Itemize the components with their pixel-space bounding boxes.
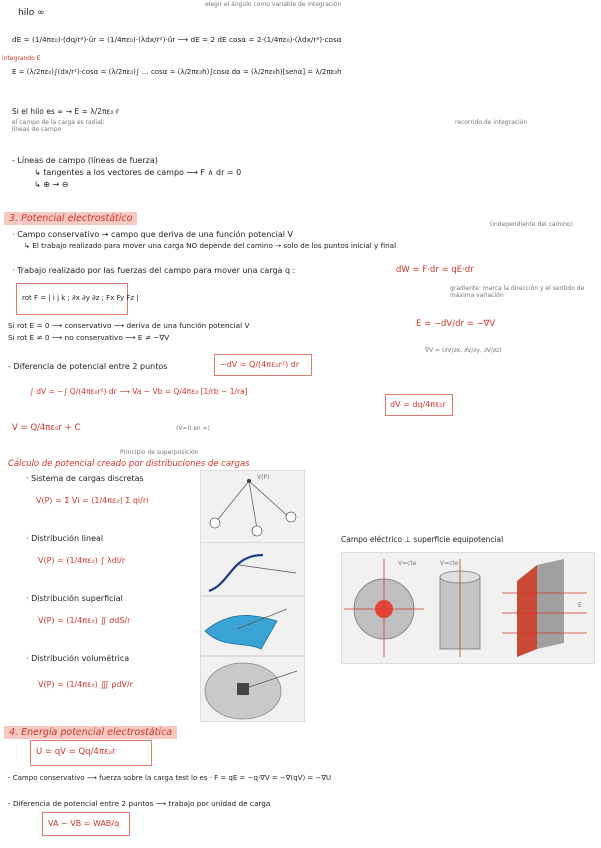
formula-dE: dE = (1/4πε₀)·(dq/r²)·ûr = (1/4πε₀)·(λdx/r²)·ûr ⟶ dE = 2 dE cosα = 2·(1/4πε₀)·(λdx/r²)·cosα bbox=[12, 35, 342, 44]
fig-linear bbox=[200, 542, 305, 596]
s4-vab: VA − VB = WAB/q bbox=[48, 819, 120, 828]
eq-label-3: E bbox=[578, 602, 582, 609]
lineas-tangentes: ↳ tangentes a los vectores de campo ⟶ F ∧ dr = 0 bbox=[34, 168, 242, 177]
s4-dif-pot: - Diferencia de potencial entre 2 puntos ⟶ trabajo por unidad de carga bbox=[8, 799, 271, 808]
s3-rot-zero: Si rot E = 0 ⟶ conservativo ⟶ deriva de una función potencial V bbox=[8, 321, 250, 330]
note-radial: el campo de la carga es radial; líneas de campo bbox=[12, 119, 105, 133]
eq-label-1: V=cte bbox=[398, 560, 417, 567]
note-angle: elegir el ángulo como variable de integración bbox=[205, 1, 342, 8]
calc-s4: · Distribución volumétrica bbox=[26, 654, 130, 663]
calc-note: Principio de superposición bbox=[120, 449, 199, 456]
calc-s4-formula: V(P) = (1/4πε₀) ∭ ρdV/r bbox=[38, 680, 133, 689]
note-recorrido: recorrido de integración bbox=[455, 119, 528, 126]
s4-campo: - Campo conservativo ⟶ fuerza sobre la carga test lo es · F = qE = −q·∇V = −∇(qV) = −∇U bbox=[8, 774, 332, 782]
s3-E-grad: E = −dV/dr = −∇V bbox=[416, 319, 496, 329]
s3-integral: ∫ dV = −∫ Q/(4πε₀r²) dr ⟶ Va − Vb = Q/4πε₀ [1/rb − 1/ra] bbox=[30, 387, 248, 396]
rot-formula: rot F = | i j k ; ∂x ∂y ∂z ; Fx Fy Fz | bbox=[22, 294, 139, 302]
s3-dif-pot: - Diferencia de potencial entre 2 puntos bbox=[8, 362, 168, 371]
equipotential-title: Campo eléctrico ⊥ superficie equipotencial bbox=[341, 535, 504, 544]
formula-hilo-inf: Si el hilo es ∞ → E = λ/2πε₀ r bbox=[12, 107, 119, 116]
formula-E: E = (λ/2πε₀)∫(dx/r²)·cosα = (λ/2πε₀)∫ … cosα = (λ/2πε₀h)∫cosα dα = (λ/2πε₀h)[senα] = λ/2πε₀h bbox=[12, 68, 342, 76]
note-integrando: integrando E bbox=[2, 55, 41, 62]
calc-s1: · Sistema de cargas discretas bbox=[26, 474, 144, 483]
s3-rot-nonzero: Si rot E ≠ 0 ⟶ no conservativo ⟶ E ≠ −∇V bbox=[8, 333, 170, 342]
s3-note: (independiente del camino) bbox=[490, 221, 573, 228]
section4-title: 4. Energía potencial electrostática bbox=[4, 726, 177, 739]
fig-equipotential bbox=[341, 552, 595, 664]
hilo-label: hilo ∞ bbox=[18, 8, 45, 18]
calc-s2: · Distribución lineal bbox=[26, 534, 104, 543]
calc-s2-formula: V(P) = (1/4πε₀) ∫ λdl/r bbox=[38, 556, 126, 565]
lineas-sentido: ↳ ⊕ → ⊖ bbox=[34, 180, 69, 189]
calc-title: Cálculo de potencial creado por distribuciones de cargas bbox=[8, 459, 250, 469]
s4-U: U = qV = Qq/4πε₀r bbox=[36, 747, 116, 757]
s3-dW: dW = F·dr = qE·dr bbox=[396, 265, 474, 275]
s3-campo-conservativo: · Campo conservativo → campo que deriva de una función potencial V bbox=[12, 230, 294, 239]
s3-dV-dq: dV = dq/4πε₀r bbox=[390, 400, 446, 409]
fig-volume bbox=[200, 656, 305, 722]
fig-vp-label: V(P) bbox=[257, 474, 270, 481]
s3-V-note: (V=0 en ∞) bbox=[176, 425, 210, 432]
calc-s1-formula: V(P) = Σ Vi = (1/4πε₀) Σ qi/ri bbox=[36, 496, 149, 505]
s3-trabajo-camino: ↳ El trabajo realizado para mover una carga NO depende del camino → solo de los puntos inicial y final bbox=[24, 241, 397, 250]
calc-s3-formula: V(P) = (1/4πε₀) ∬ σdS/r bbox=[38, 616, 131, 625]
fig-surface bbox=[200, 596, 305, 656]
s3-dV: −dV = Q/(4πε₀r²) dr bbox=[220, 360, 300, 369]
eq-label-2: V=cte bbox=[440, 560, 459, 567]
grad-note: gradiente: marca la dirección y el sentido de máxima variación bbox=[450, 285, 585, 299]
fig-discrete bbox=[200, 470, 305, 544]
grad-def: ∇V = (∂V/∂x, ∂V/∂y, ∂V/∂z) bbox=[425, 347, 502, 354]
s3-trabajo: · Trabajo realizado por las fuerzas del campo para mover una carga q : bbox=[12, 266, 296, 275]
s3-V: V = Q/4πε₀r + C bbox=[12, 423, 81, 433]
section3-title: 3. Potencial electrostático bbox=[4, 212, 137, 225]
calc-s3: · Distribución superficial bbox=[26, 594, 123, 603]
lineas-campo: - Líneas de campo (líneas de fuerza) bbox=[12, 156, 158, 165]
